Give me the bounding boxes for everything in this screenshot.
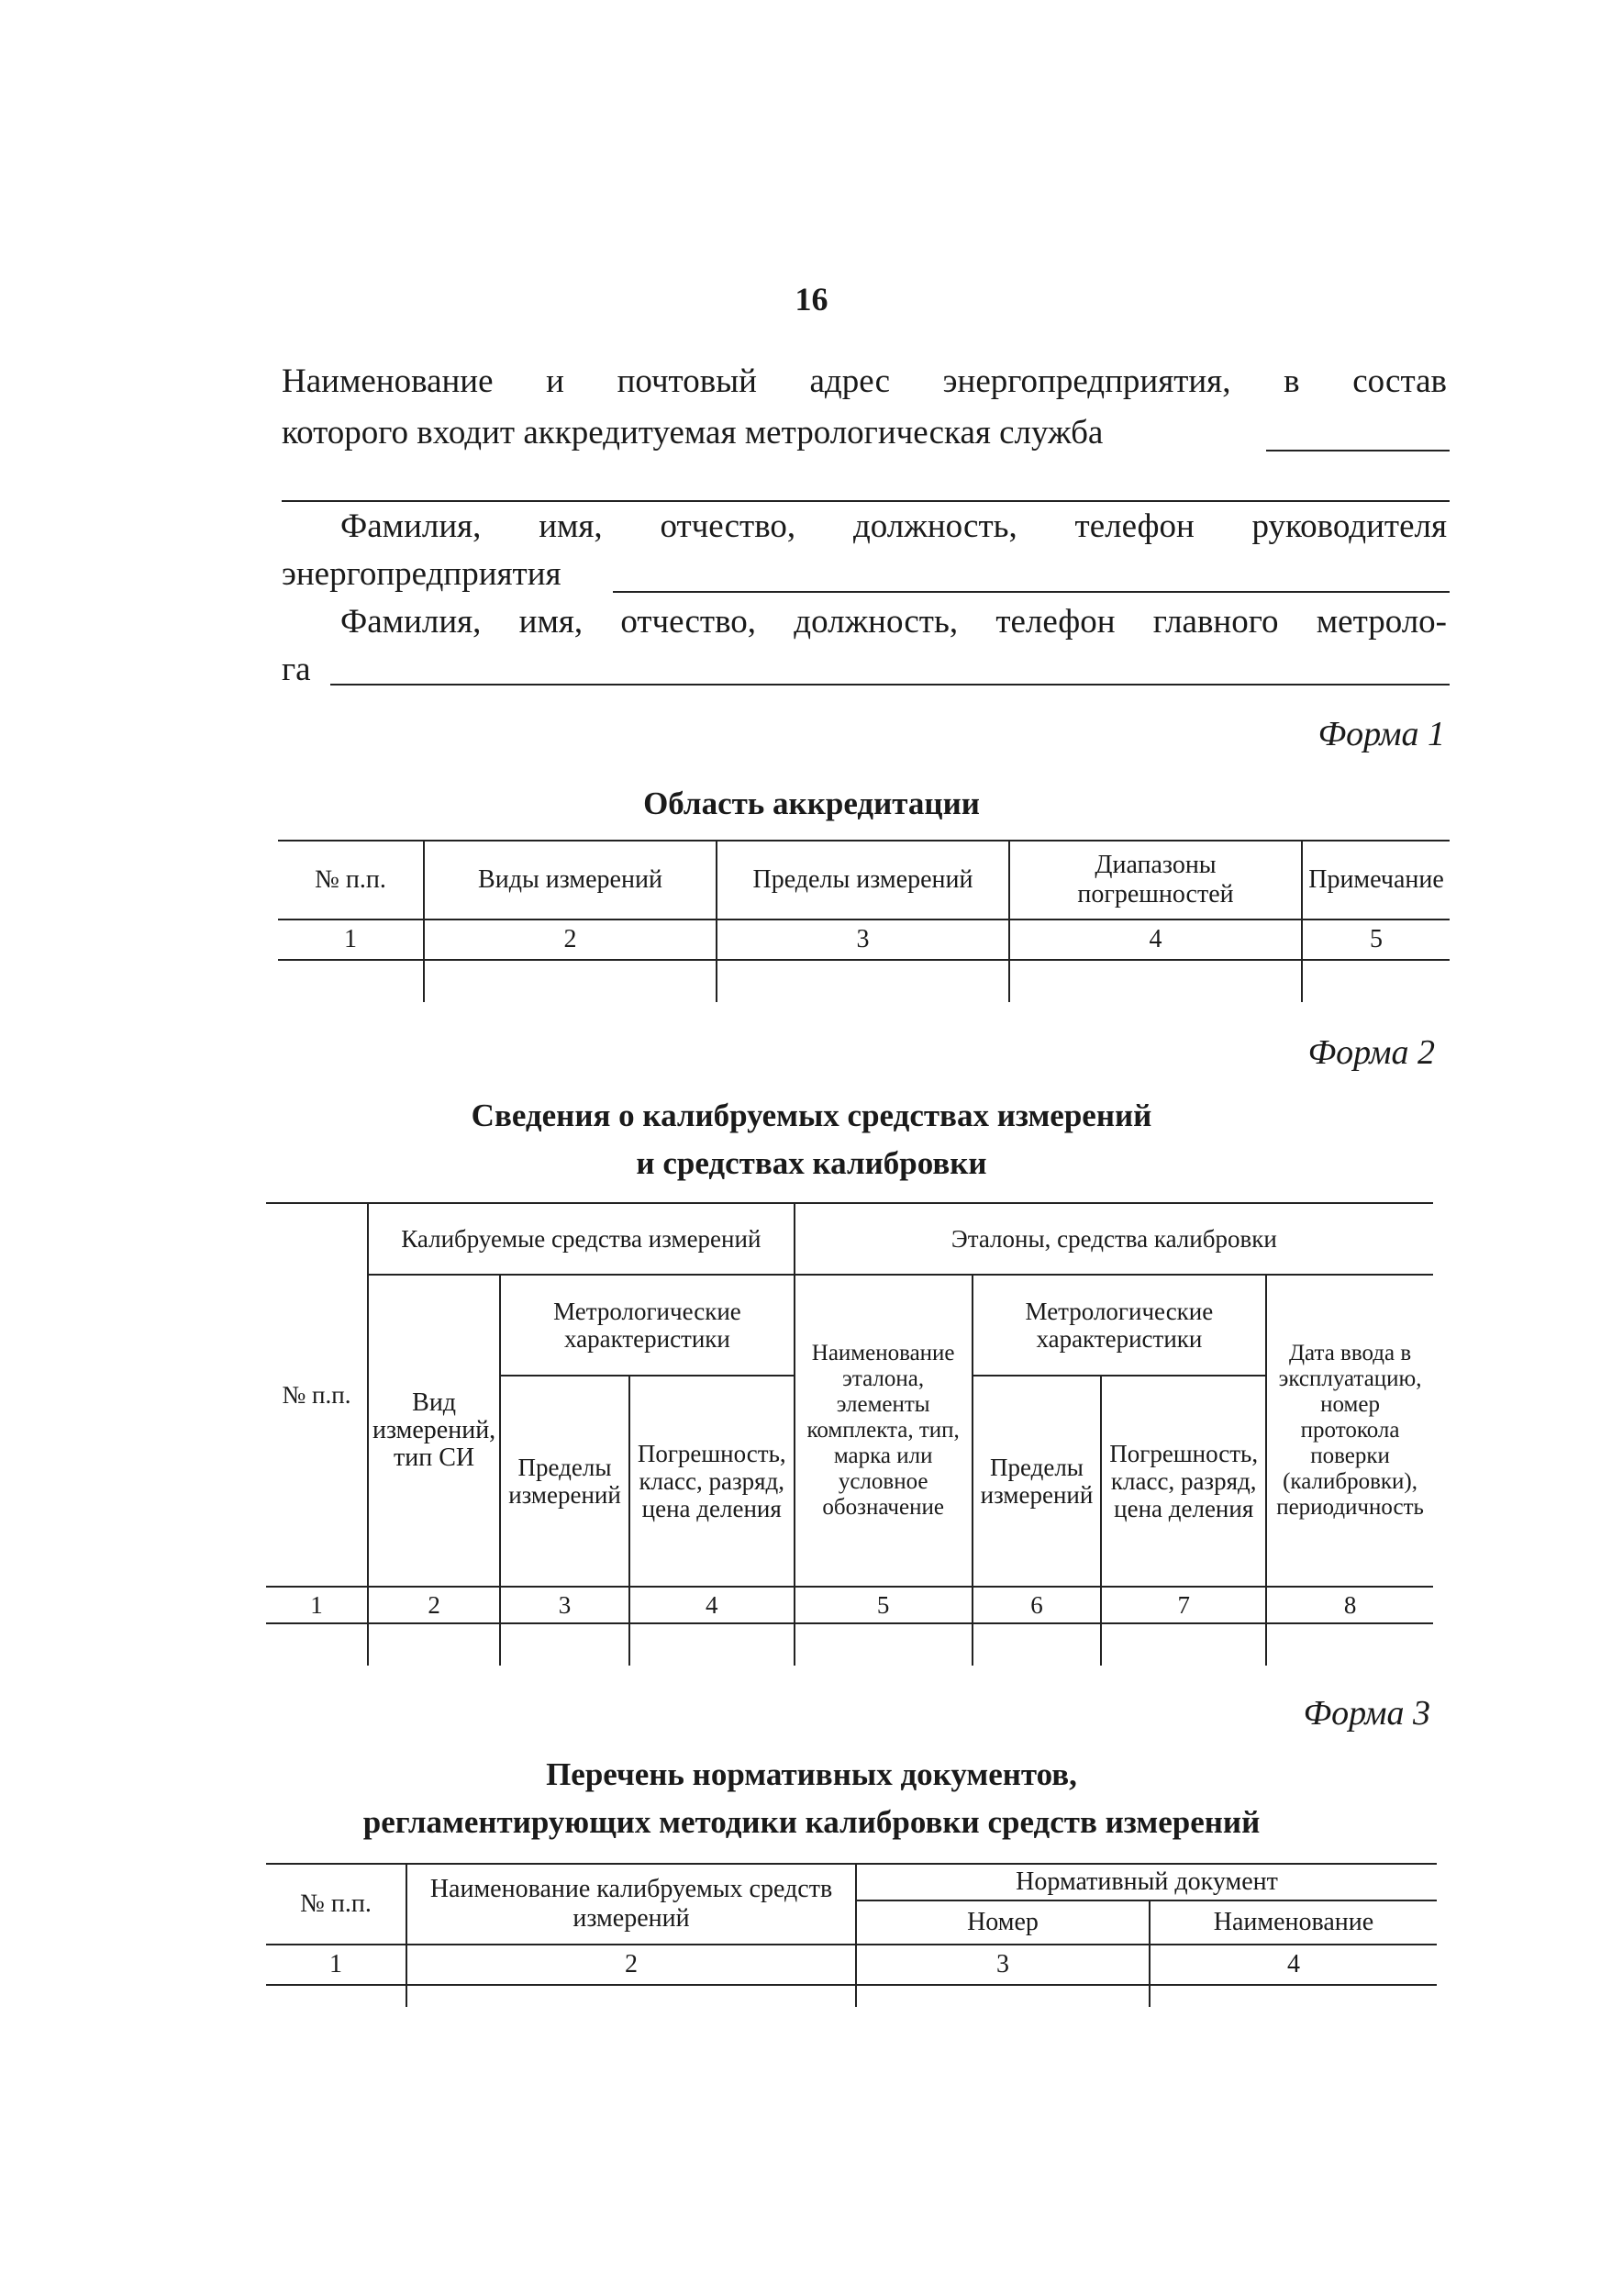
form2-cell[interactable] — [973, 1623, 1102, 1666]
form3-cell[interactable] — [406, 1985, 856, 2007]
form2-cell[interactable] — [1266, 1623, 1433, 1666]
form3-col-name: Наименование калибруемых средств измерений — [406, 1864, 856, 1945]
form3-empty-row[interactable] — [266, 1985, 1437, 2007]
form3-num-4: 4 — [1150, 1945, 1437, 1985]
form2-label: Форма 2 — [1307, 1033, 1435, 1072]
form2-col-type: Вид измерений, тип СИ — [368, 1275, 500, 1587]
form1-cell[interactable] — [278, 960, 424, 1002]
form2-empty-row[interactable] — [266, 1623, 1433, 1666]
form1-col-types: Виды измерений — [424, 841, 717, 920]
form2-col-error-b: Погрешность, класс, разряд, цена деления — [1101, 1376, 1266, 1587]
form2-cell[interactable] — [795, 1623, 973, 1666]
form1-cell[interactable] — [1009, 960, 1302, 1002]
form2-num-5: 5 — [795, 1587, 973, 1623]
form3-num-1: 1 — [266, 1945, 406, 1985]
form1-cell[interactable] — [717, 960, 1009, 1002]
form2-cell[interactable] — [629, 1623, 795, 1666]
form1-table — [278, 840, 1450, 1002]
form1-number-row — [278, 920, 1450, 960]
form2-title-line-1: Сведения о калибруемых средствах измерений — [471, 1098, 1152, 1133]
form3-cell[interactable] — [266, 1985, 406, 2007]
form2-cell[interactable] — [500, 1623, 629, 1666]
form3-num-2: 2 — [406, 1945, 856, 1985]
form1-num-1: 1 — [278, 920, 424, 960]
form3-col-num: № п.п. — [266, 1864, 406, 1945]
form2-num-4: 4 — [629, 1587, 795, 1623]
form2-title-line-2: и средствах калибровки — [636, 1145, 987, 1181]
form2-col-num: № п.п. — [266, 1203, 368, 1587]
form1-empty-row[interactable] — [278, 960, 1450, 1002]
form3-cell[interactable] — [856, 1985, 1150, 2007]
form3-title-line-1: Перечень нормативных документов, — [546, 1756, 1077, 1792]
form1-num-5: 5 — [1302, 920, 1450, 960]
form1-cell[interactable] — [424, 960, 717, 1002]
form3-col-doc-number: Номер — [856, 1900, 1150, 1945]
director-field[interactable] — [613, 591, 1450, 593]
form2-table — [266, 1202, 1433, 1666]
intro-line-2-text: которого входит аккредитуемая метрологическая служба — [282, 414, 1104, 451]
form3-table — [266, 1863, 1437, 2007]
form2-metro-group-a: Метрологические характеристики — [500, 1275, 794, 1376]
form1-col-num: № п.п. — [278, 841, 424, 920]
form2-num-1: 1 — [266, 1587, 368, 1623]
form1-label: Форма 1 — [1317, 715, 1445, 753]
form2-col-error-a: Погрешность, класс, разряд, цена деления — [629, 1376, 795, 1587]
form3-number-row — [266, 1945, 1437, 1985]
form3-num-3: 3 — [856, 1945, 1150, 1985]
form2-cell[interactable] — [266, 1623, 368, 1666]
form2-col-limits-b: Пределы измерений — [973, 1376, 1102, 1587]
form2-metro-group-b: Метрологические характеристики — [973, 1275, 1266, 1376]
enterprise-address-field-2[interactable] — [282, 500, 1450, 502]
director-line-1: Фамилия, имя, отчество, должность, телефон руководителя — [340, 507, 1447, 545]
form2-num-3: 3 — [500, 1587, 629, 1623]
page-number: 16 — [795, 281, 828, 318]
director-line-2: энергопредприятия — [282, 555, 561, 593]
form2-num-6: 6 — [973, 1587, 1102, 1623]
form2-col-standard-name: Наименование эталона, элементы комплекта, тип, марка или условное обозначение — [795, 1275, 973, 1587]
metrologist-line-1: Фамилия, имя, отчество, должность, телефон главного метроло- — [340, 603, 1447, 641]
form3-label: Форма 3 — [1303, 1694, 1430, 1733]
form3-col-doc-name: Наименование — [1213, 1908, 1374, 1936]
form2-col-limits-a: Пределы измерений — [500, 1376, 629, 1587]
form2-num-8: 8 — [1266, 1587, 1433, 1623]
form1-col-errors: Диапазоны погрешностей — [1009, 841, 1302, 920]
form2-cell[interactable] — [368, 1623, 500, 1666]
form1-num-4: 4 — [1009, 920, 1302, 960]
enterprise-address-field[interactable] — [1266, 450, 1450, 451]
form1-num-3: 3 — [717, 920, 1009, 960]
metrologist-field[interactable] — [330, 684, 1450, 685]
form2-col-date: Дата ввода в эксплуатацию, номер протокола поверки (калибровки), периодичность — [1276, 1341, 1424, 1520]
form2-group-calibrated: Калибруемые средства измерений — [368, 1203, 795, 1275]
intro-line-1: Наименование и почтовый адрес энергопредприятия, в состав — [282, 362, 1447, 400]
form3-group-doc: Нормативный документ — [856, 1864, 1437, 1900]
form1-col-note: Примечание — [1302, 841, 1450, 920]
form2-number-row — [266, 1587, 1433, 1623]
form2-num-7: 7 — [1101, 1587, 1266, 1623]
form2-cell[interactable] — [1101, 1623, 1266, 1666]
form1-title: Область аккредитации — [643, 786, 980, 821]
form1-col-limits: Пределы измерений — [717, 841, 1009, 920]
form1-num-2: 2 — [424, 920, 717, 960]
form3-cell[interactable] — [1150, 1985, 1437, 2007]
form2-num-2: 2 — [368, 1587, 500, 1623]
form2-group-standards: Эталоны, средства калибровки — [795, 1203, 1433, 1275]
metrologist-line-2: га — [282, 651, 311, 688]
form1-header-row — [278, 841, 1450, 920]
form3-title-line-2: регламентирующих методики калибровки средств измерений — [362, 1804, 1261, 1840]
form1-cell[interactable] — [1302, 960, 1450, 1002]
